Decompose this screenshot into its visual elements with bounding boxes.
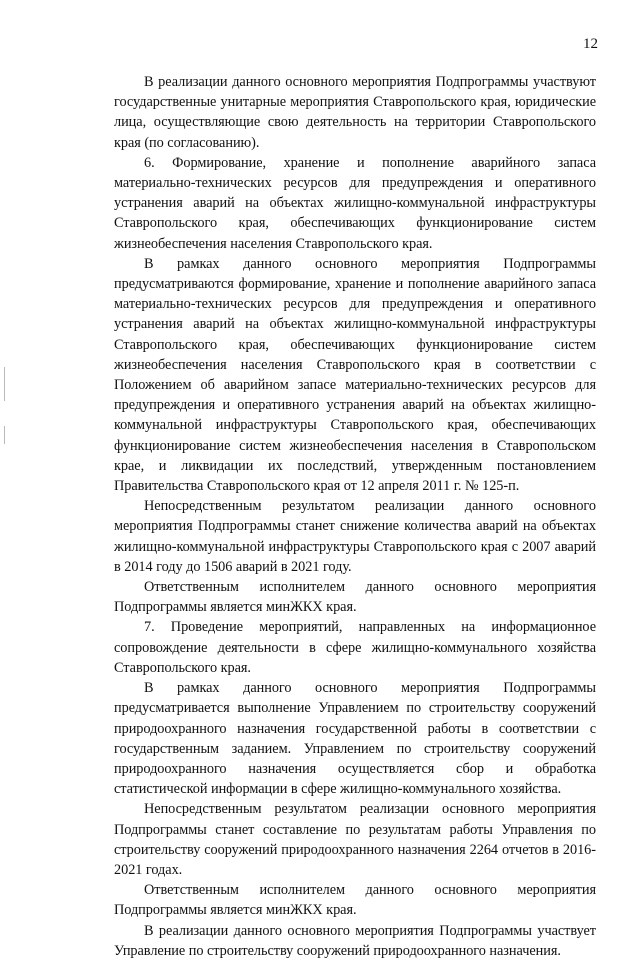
paragraph: 6. Формирование, хранение и пополнение аварийного запаса материально-технических ресурсов для предупреждения и оперативного устранения аварий на объектах жилищно-коммунальной инфраструктуры Ставропольского края, обеспечивающих функционирование систем жизнеобеспечения населения Ставропольского края. (114, 154, 596, 252)
paragraph: В рамках данного основного мероприятия Подпрограммы предусматривается выполнение Управлением по строительству сооружений природоохранного назначения государственной работы в соответствии с государственным заданием. Управлением по строительству сооружений природоохранного назначения осуществляется сбор и обработка статистической информации в сфере жилищно-коммунального хозяйства. (114, 680, 596, 798)
paragraph: В реализации данного основного мероприятия Подпрограммы участвует Управление по строительству сооружений природоохранного назначения. (114, 922, 596, 959)
paragraph: 7. Проведение мероприятий, направленных на информационное сопровождение деятельности в сфере жилищно-коммунального хозяйства Ставропольского края. (114, 619, 596, 676)
scan-artifact-line (4, 367, 5, 401)
paragraph: Ответственным исполнителем данного основного мероприятия Подпрограммы является минЖКХ края. (114, 882, 596, 919)
paragraph: В реализации данного основного мероприятия Подпрограммы участвуют государственные унитарные мероприятия Ставропольского края, юридические лица, осуществляющие свою деятельность на территории Ставропольского края (по согласованию). (114, 74, 596, 151)
paragraph: В рамках данного основного мероприятия Подпрограммы предусматриваются формирование, хранение и пополнение аварийного запаса материально-технических ресурсов для предупреждения и оперативного устранения аварий на объектах жилищно-коммунальной инфраструктуры Ставропольского края, обеспечивающих функционирование систем жизнеобеспечения населения Ставропольского края в соответствии с Положением об аварийном запасе материально-технических ресурсов для предупреждения и оперативного устранения аварий на объектах жилищно-коммунальной инфраструктуры Ставропольского края, обеспечивающих функционирование систем жизнеобеспечения населения в Ставропольском крае, и ликвидации их последствий, утвержденным постановлением Правительства Ставропольского края от 12 апреля 2011 г. № 125-п. (114, 255, 596, 495)
paragraph: Непосредственным результатом реализации данного основного мероприятия Подпрограммы станет снижение количества аварий на объектах жилищно-коммунальной инфраструктуры Ставропольского края с 2007 аварий в 2014 году до 1506 аварий в 2021 году. (114, 498, 596, 575)
paragraph: Непосредственным результатом реализации основного мероприятия Подпрограммы станет составление по результатам работы Управления по строительству сооружений природоохранного назначения 2264 отчетов в 2016-2021 годах. (114, 801, 596, 878)
paragraph: Ответственным исполнителем данного основного мероприятия Подпрограммы является минЖКХ края. (114, 579, 596, 616)
document-body (114, 72, 596, 961)
scan-artifact-line (4, 426, 5, 444)
page-number: 12 (583, 36, 598, 52)
